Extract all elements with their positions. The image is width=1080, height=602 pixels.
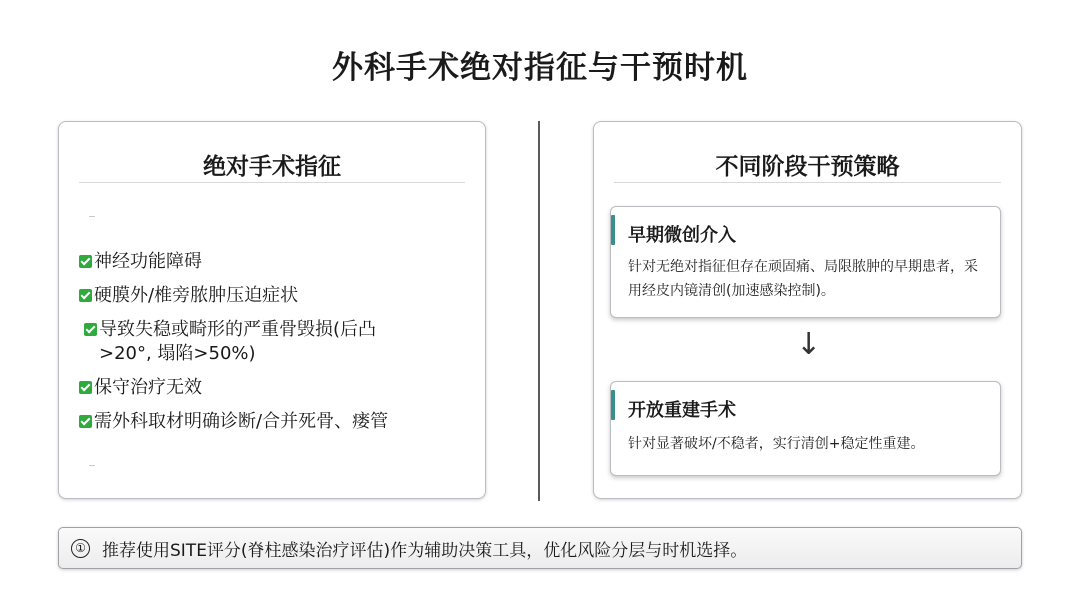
divider-dot [89, 216, 95, 217]
list-item-text: 需外科取材明确诊断/合并死骨、瘘管 [94, 411, 389, 432]
list-item [79, 376, 469, 400]
page-title: 外科手术绝对指征与干预时机 [332, 50, 748, 86]
indications-heading: 绝对手术指征 [79, 148, 465, 183]
indications-panel [58, 121, 486, 499]
list-item [79, 284, 469, 308]
list-item-text: 导致失稳或畸形的严重骨毁损(后凸>20°, 塌陷>50%) [99, 319, 377, 364]
strategy-card-open [610, 381, 1001, 476]
divider-dot [89, 465, 95, 466]
list-item-text: 保守治疗无效 [94, 377, 202, 398]
check-icon [79, 415, 92, 428]
card-accent-bar [611, 215, 615, 245]
strategy-heading: 不同阶段干预策略 [614, 148, 1001, 183]
list-item [79, 410, 469, 434]
check-icon [79, 381, 92, 394]
recommendation-note [58, 527, 1022, 569]
list-item-text: 硬膜外/椎旁脓肿压迫症状 [94, 285, 299, 306]
note-text: 推荐使用SITE评分(脊柱感染治疗评估)作为辅助决策工具，优化风险分层与时机选择。 [102, 540, 748, 561]
check-icon [79, 289, 92, 302]
check-icon [84, 323, 97, 336]
vertical-divider [538, 121, 540, 501]
list-item-text: 神经功能障碍 [94, 251, 202, 272]
check-icon [79, 255, 92, 268]
card-description: 针对无绝对指征但存在顽固痛、局限脓肿的早期患者，采用经皮内镜清创(加速感染控制)。 [628, 259, 978, 299]
down-arrow-icon: ↓ [796, 327, 822, 362]
list-item [79, 318, 469, 366]
card-title: 开放重建手术 [628, 400, 736, 421]
list-item [79, 250, 469, 274]
card-title: 早期微创介入 [628, 225, 736, 246]
card-description: 针对显著破坏/不稳者，实行清创+稳定性重建。 [628, 436, 925, 452]
strategy-card-early [610, 206, 1001, 318]
indications-list [79, 250, 469, 444]
strategy-panel [593, 121, 1022, 499]
card-accent-bar [611, 390, 615, 420]
info-circle-icon: ① [71, 539, 90, 558]
